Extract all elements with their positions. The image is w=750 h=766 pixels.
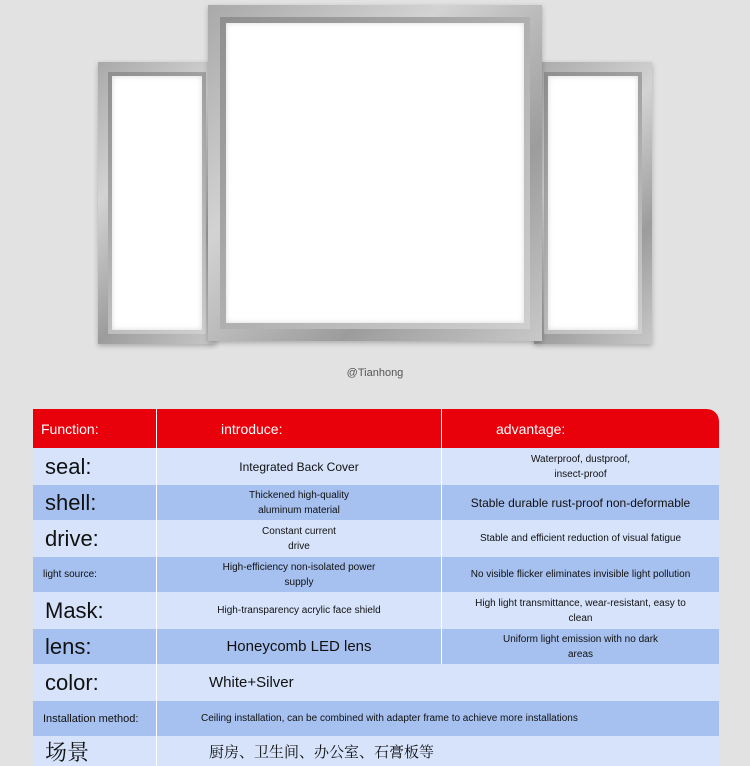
row-advantage: Uniform light emission with no dark areas xyxy=(441,629,719,664)
row-advantage: No visible flicker eliminates invisible light pollution xyxy=(441,557,719,592)
row-advantage: Stable and efficient reduction of visual fatigue xyxy=(441,520,719,557)
header-function: Function: xyxy=(41,420,99,437)
row-label: 场景 xyxy=(45,739,90,765)
table-row xyxy=(33,701,719,736)
row-introduce: Thickened high-quality aluminum material xyxy=(156,485,441,520)
row-introduce: Honeycomb LED lens xyxy=(156,629,441,664)
side-panel-left-image xyxy=(98,62,216,344)
table-header xyxy=(33,409,719,448)
watermark: @Tianhong xyxy=(346,367,404,379)
row-introduce: Constant current drive xyxy=(156,520,441,557)
table-row xyxy=(33,557,719,592)
center-panel-image xyxy=(208,5,542,341)
row-value: 厨房、卫生间、办公室、石膏板等 xyxy=(156,736,719,766)
row-label: shell: xyxy=(45,489,97,515)
row-advantage: High light transmittance, wear-resistant, easy to clean xyxy=(441,592,719,629)
row-label: Installation method: xyxy=(43,712,139,725)
table-row xyxy=(33,629,719,664)
row-label: drive: xyxy=(45,525,99,551)
row-advantage: Stable durable rust-proof non-deformable xyxy=(441,485,719,520)
side-panel-right-image xyxy=(534,62,652,344)
table-row xyxy=(33,592,719,629)
row-introduce: High-efficiency non-isolated power supply xyxy=(156,557,441,592)
row-label: lens: xyxy=(45,633,92,659)
table-row xyxy=(33,485,719,520)
row-advantage: Waterproof, dustproof, insect-proof xyxy=(441,448,719,485)
table-row xyxy=(33,448,719,485)
row-label: color: xyxy=(45,669,99,695)
row-introduce: Integrated Back Cover xyxy=(156,448,441,485)
row-introduce: High-transparency acrylic face shield xyxy=(156,592,441,629)
table-row xyxy=(33,736,719,766)
spec-table xyxy=(33,409,719,766)
header-introduce: introduce: xyxy=(156,409,441,448)
row-value: White+Silver xyxy=(156,664,719,701)
row-label: seal: xyxy=(45,453,92,479)
header-advantage: advantage: xyxy=(441,409,719,448)
table-row xyxy=(33,664,719,701)
row-value: Ceiling installation, can be combined with adapter frame to achieve more installations xyxy=(156,701,719,736)
row-label: light source: xyxy=(43,569,97,580)
table-row xyxy=(33,520,719,557)
row-label: Mask: xyxy=(45,597,104,623)
